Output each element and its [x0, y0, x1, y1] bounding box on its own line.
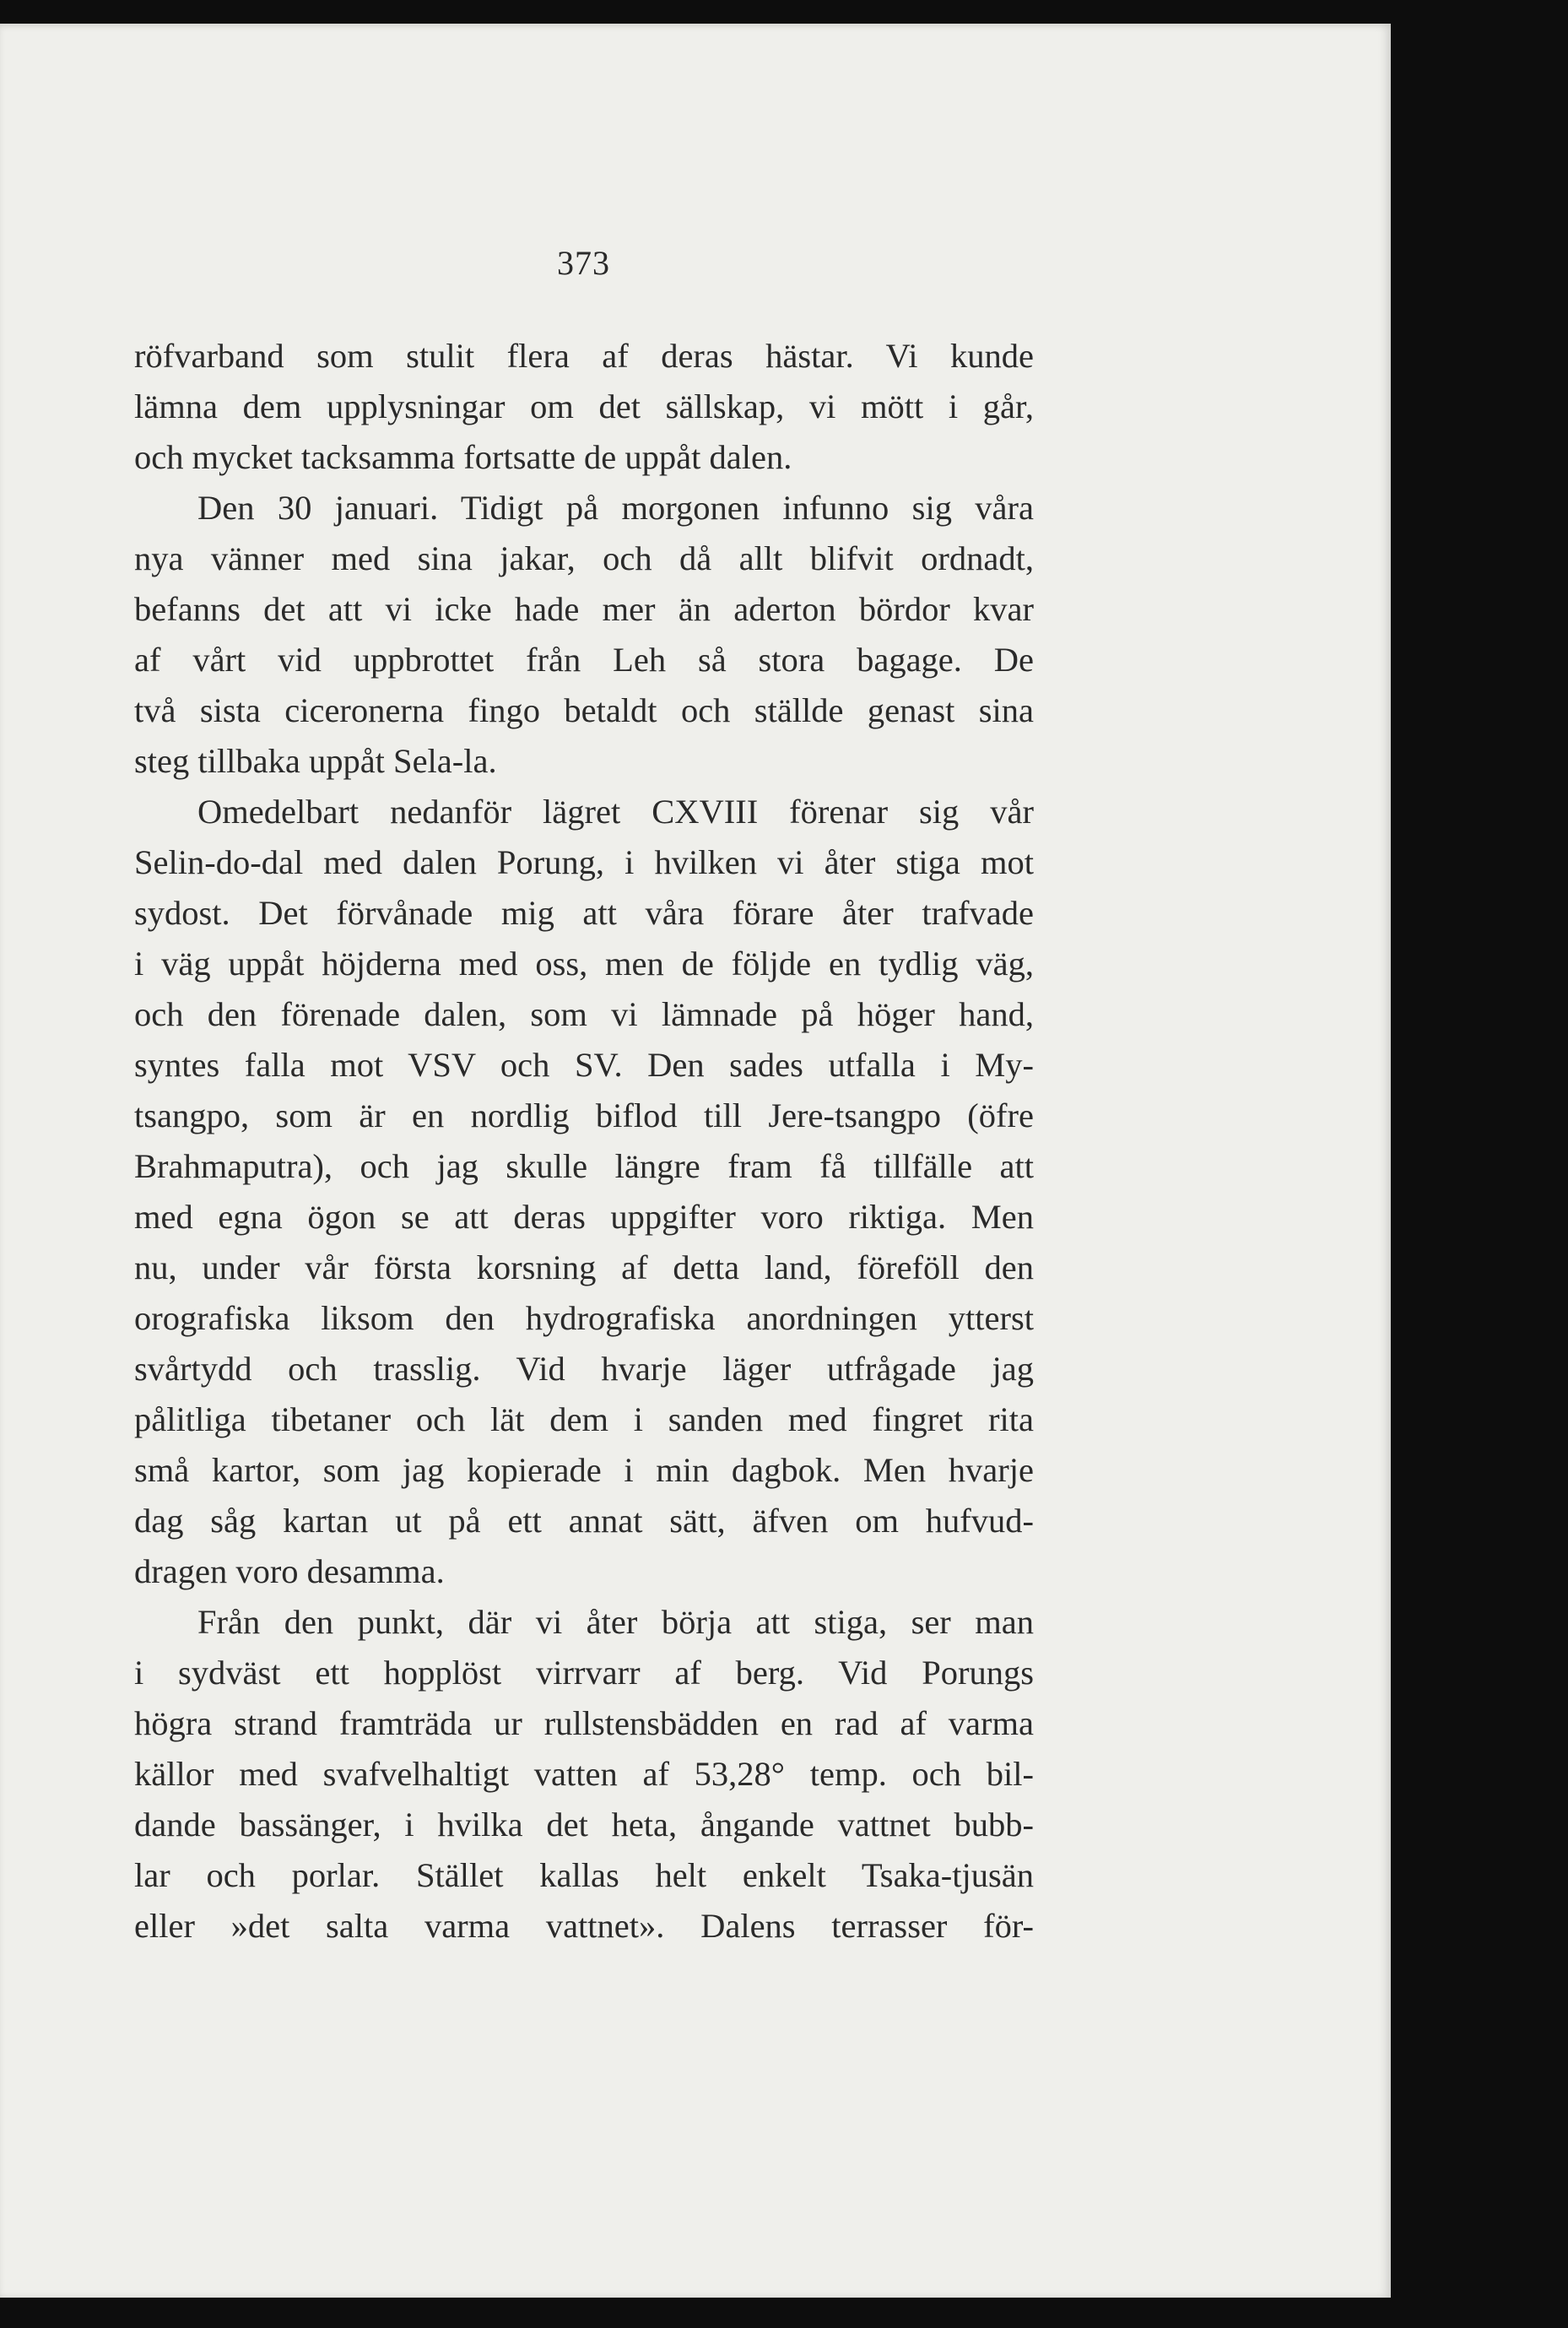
text-line: Från den punkt, där vi åter börja att stiga, ser man [197, 1603, 1034, 1641]
text-line: sydost. Det förvånade mig att våra förare åter trafvade [134, 894, 1034, 932]
text-line: befanns det att vi icke hade mer än aderton bördor kvar [134, 590, 1034, 628]
text-line: dag såg kartan ut på ett annat sätt, äfven om hufvud- [134, 1502, 1034, 1540]
text-line: två sista ciceronerna fingo betaldt och ställde genast sina [134, 691, 1034, 729]
text-line: i väg uppåt höjderna med oss, men de följde en tydlig väg, [134, 945, 1034, 983]
text-line: nya vänner med sina jakar, och då allt blifvit ordnadt, [134, 539, 1034, 577]
text-line: af vårt vid uppbrottet från Leh så stora bagage. De [134, 641, 1034, 679]
text-line: nu, under vår första korsning af detta land, föreföll den [134, 1248, 1034, 1286]
text-line: små kartor, som jag kopierade i min dagbok. Men hvarje [134, 1451, 1034, 1489]
text-line: källor med svafvelhaltigt vatten af 53,28° temp. och bil- [134, 1755, 1034, 1793]
text-line: Selin-do-dal med dalen Porung, i hvilken vi åter stiga mot [134, 843, 1034, 881]
text-line: lar och porlar. Stället kallas helt enkelt Tsaka-tjusän [134, 1856, 1034, 1894]
book-page [0, 24, 1391, 2298]
text-line: dragen voro desamma. [134, 1552, 445, 1590]
text-line: och mycket tacksamma fortsatte de uppåt dalen. [134, 438, 792, 476]
text-line: svårtydd och trasslig. Vid hvarje läger utfrågade jag [134, 1350, 1034, 1388]
text-line: Brahmaputra), och jag skulle längre fram få tillfälle att [134, 1147, 1034, 1185]
text-line: orografiska liksom den hydrografiska anordningen ytterst [134, 1299, 1034, 1337]
page-number: 373 [557, 244, 610, 282]
text-line: lämna dem upplysningar om det sällskap, vi mött i går, [134, 387, 1034, 425]
text-line: pålitliga tibetaner och lät dem i sanden med fingret rita [134, 1400, 1034, 1438]
text-line: dande bassänger, i hvilka det heta, ångande vattnet bubb- [134, 1806, 1034, 1843]
body-text [134, 331, 1034, 1952]
text-line: Den 30 januari. Tidigt på morgonen infunno sig våra [197, 489, 1034, 527]
text-line: Omedelbart nedanför lägret CXVIII förenar sig vår [197, 793, 1034, 831]
text-line: eller »det salta varma vattnet». Dalens terrasser för- [134, 1907, 1034, 1945]
text-line: syntes falla mot VSV och SV. Den sades utfalla i My- [134, 1046, 1034, 1084]
text-line: steg tillbaka uppåt Sela-la. [134, 742, 497, 780]
text-line: röfvarband som stulit flera af deras hästar. Vi kunde [134, 337, 1034, 375]
text-line: och den förenade dalen, som vi lämnade på höger hand, [134, 995, 1034, 1033]
text-line: högra strand framträda ur rullstensbädden en rad af varma [134, 1704, 1034, 1742]
text-line: med egna ögon se att deras uppgifter voro riktiga. Men [134, 1198, 1034, 1236]
text-line: tsangpo, som är en nordlig biflod till Jere-tsangpo (öfre [134, 1096, 1034, 1134]
text-line: i sydväst ett hopplöst virrvarr af berg. Vid Porungs [134, 1654, 1034, 1692]
